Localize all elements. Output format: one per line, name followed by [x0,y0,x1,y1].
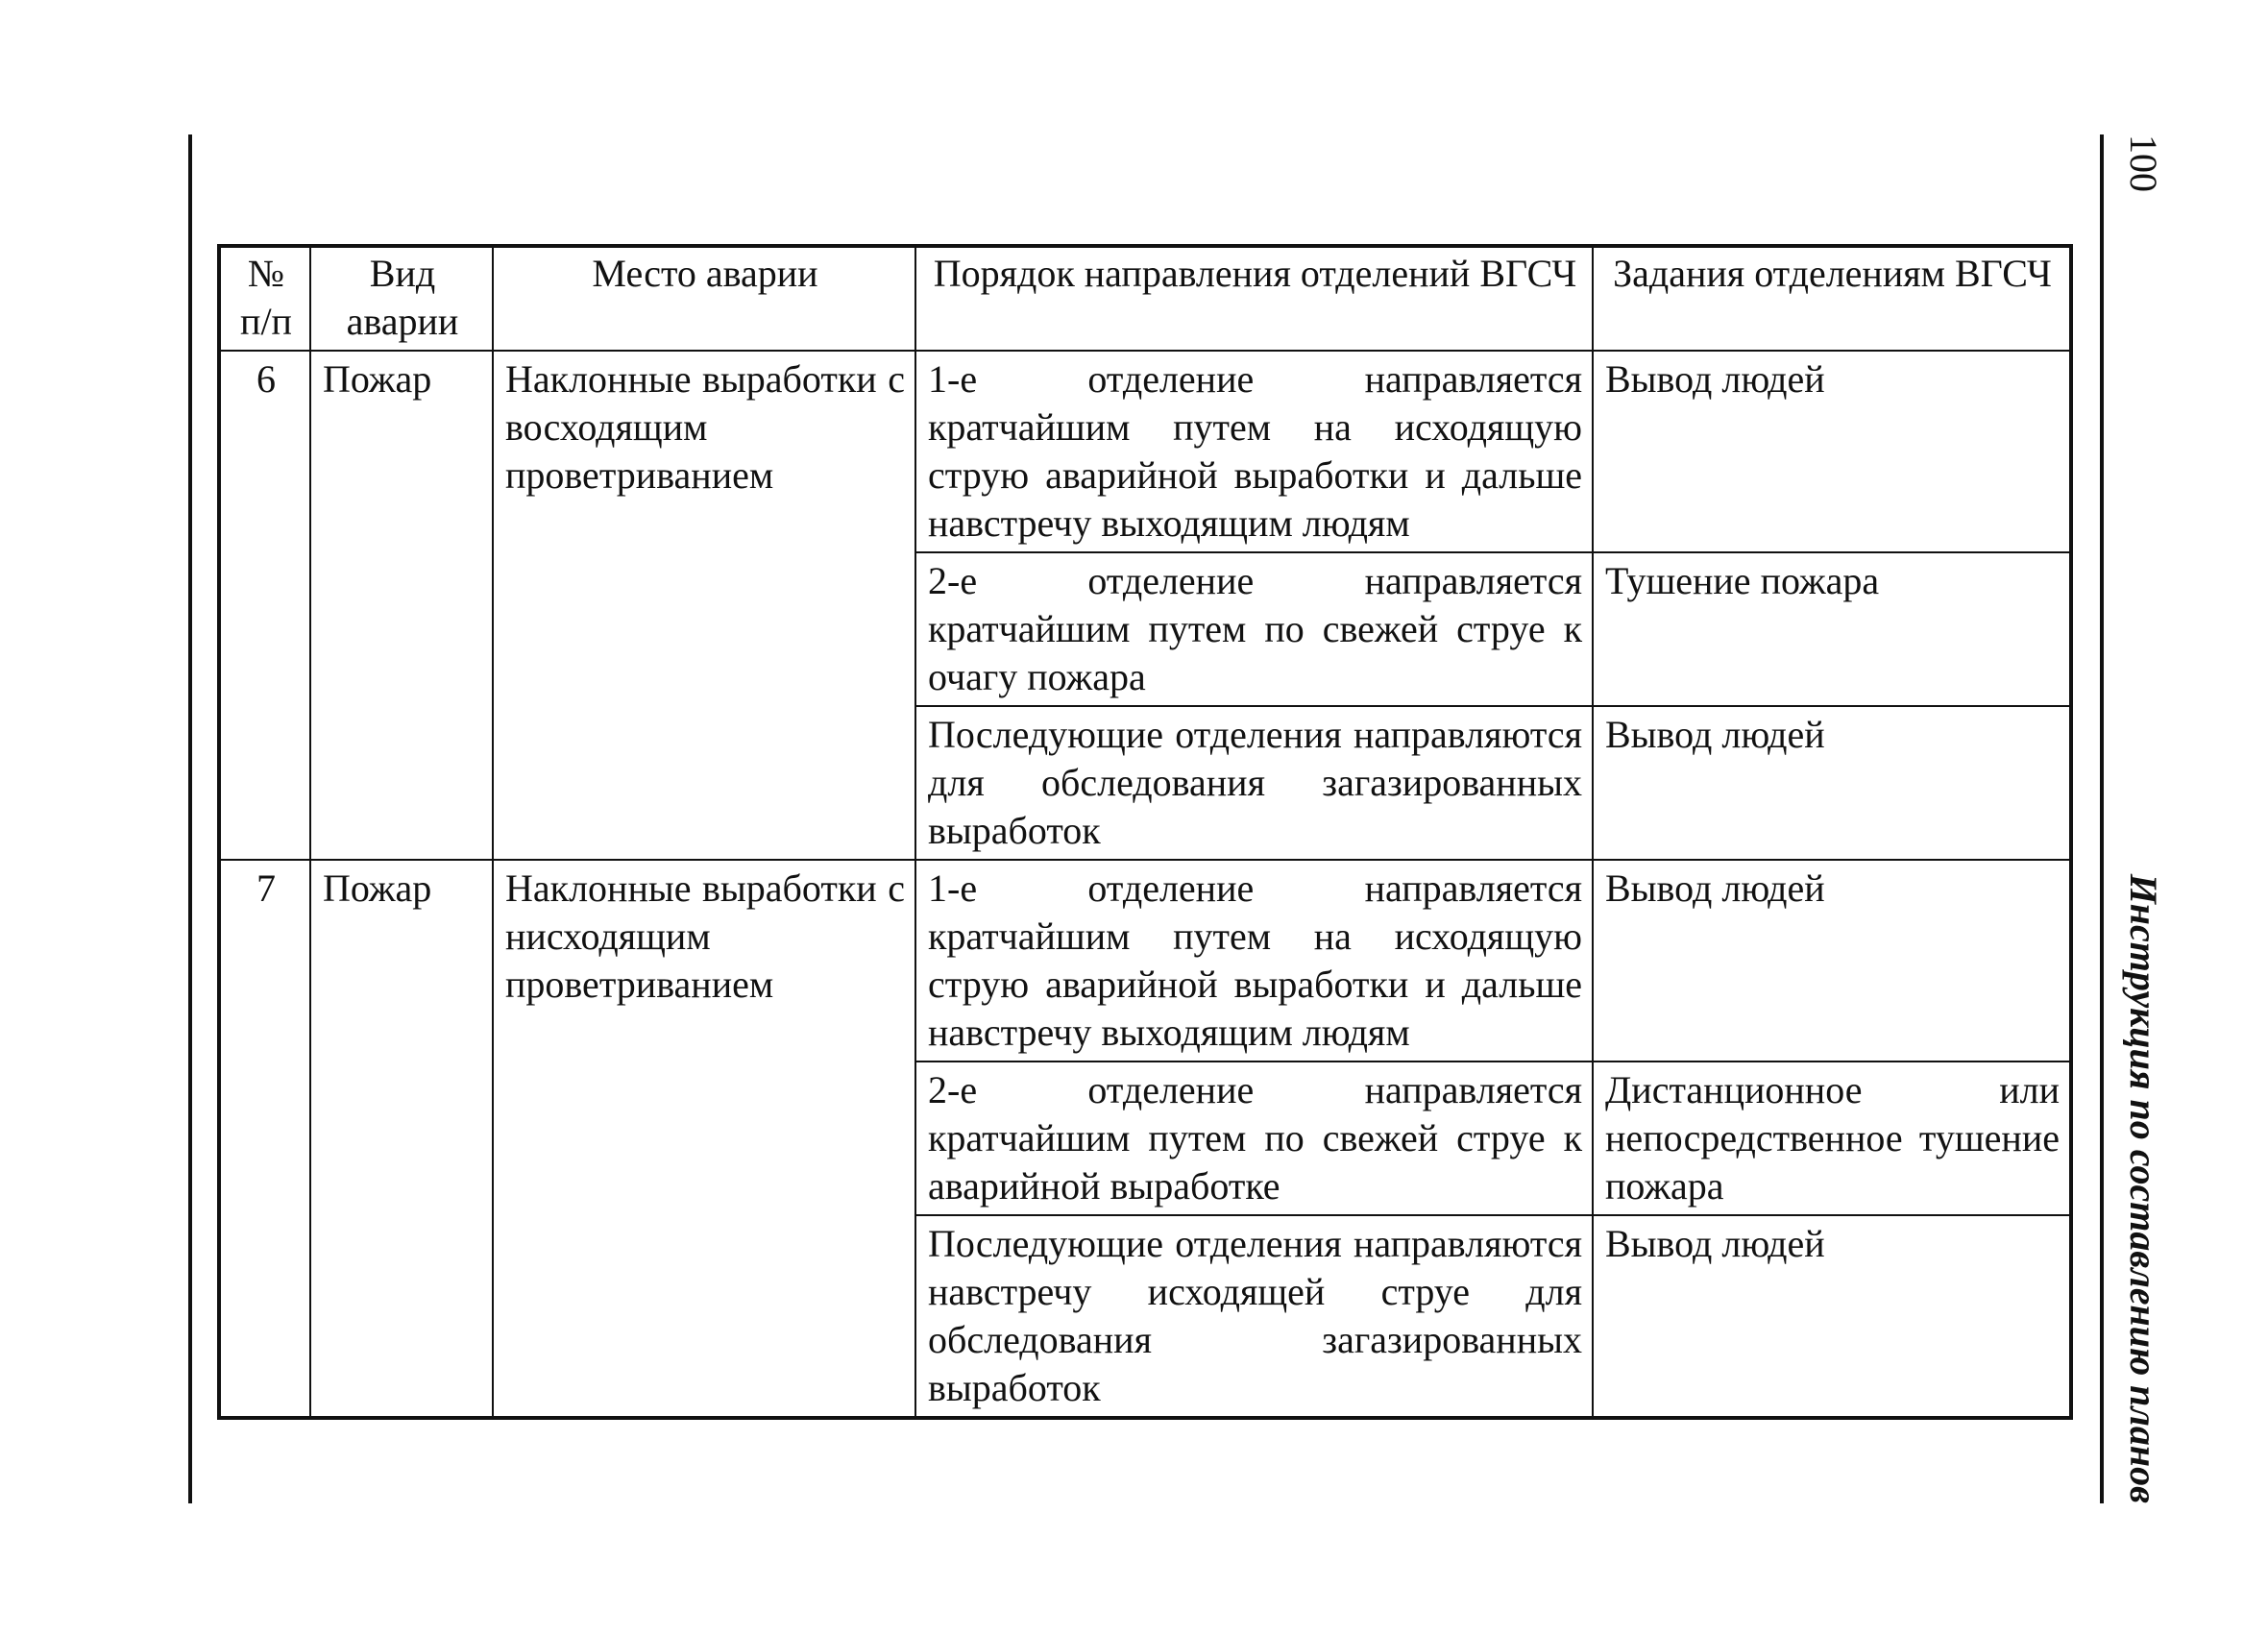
row-task: Вывод людей [1593,1215,2071,1418]
header-dispatch-order: Порядок направления отделений ВГСЧ [915,246,1593,351]
row-task: Вывод людей [1593,706,2071,860]
row-task: Вывод людей [1593,351,2071,552]
row-task: Вывод людей [1593,860,2071,1062]
row-dispatch-order: Последующие отделения направляются для обследования загазированных выработок [915,706,1593,860]
row-accident-place: Наклонные выработки с восходящим проветриванием [493,351,915,860]
running-header [2109,134,2177,1503]
row-dispatch-order: 1-е отделение направляется кратчайшим путем на исходящую струю аварийной выработки и дальше навстречу выходящим людям [915,351,1593,552]
row-dispatch-order: 1-е отделение направляется кратчайшим путем на исходящую струю аварийной выработки и дальше навстречу выходящим людям [915,860,1593,1062]
row-task: Тушение пожара [1593,552,2071,706]
row-number: 7 [219,860,310,1418]
row-accident-type: Пожар [310,860,493,1418]
table-header-row [219,246,2071,351]
row-accident-type: Пожар [310,351,493,860]
header-number: № п/п [219,246,310,351]
row-dispatch-order: Последующие отделения направляются навстречу исходящей струе для обследования загазированных выработок [915,1215,1593,1418]
row-accident-place: Наклонные выработки с нисходящим проветриванием [493,860,915,1418]
page-number: 100 [2122,134,2165,192]
header-accident-place: Место аварии [493,246,915,351]
table-row [219,351,2071,552]
row-dispatch-order: 2-е отделение направляется кратчайшим путем по свежей струе к очагу пожара [915,552,1593,706]
row-task: Дистанционное или непосредственное тушение пожара [1593,1062,2071,1215]
header-accident-type: Вид аварии [310,246,493,351]
header-rule [2100,134,2104,1503]
row-dispatch-order: 2-е отделение направляется кратчайшим путем по свежей струе к аварийной выработке [915,1062,1593,1215]
left-margin-rule [188,134,192,1503]
emergency-plan-table [217,244,2073,1420]
header-tasks: Задания отделениям ВГСЧ [1593,246,2071,351]
table-row [219,860,2071,1062]
row-number: 6 [219,351,310,860]
running-title: Инструкция по составлению планов [2122,873,2165,1503]
